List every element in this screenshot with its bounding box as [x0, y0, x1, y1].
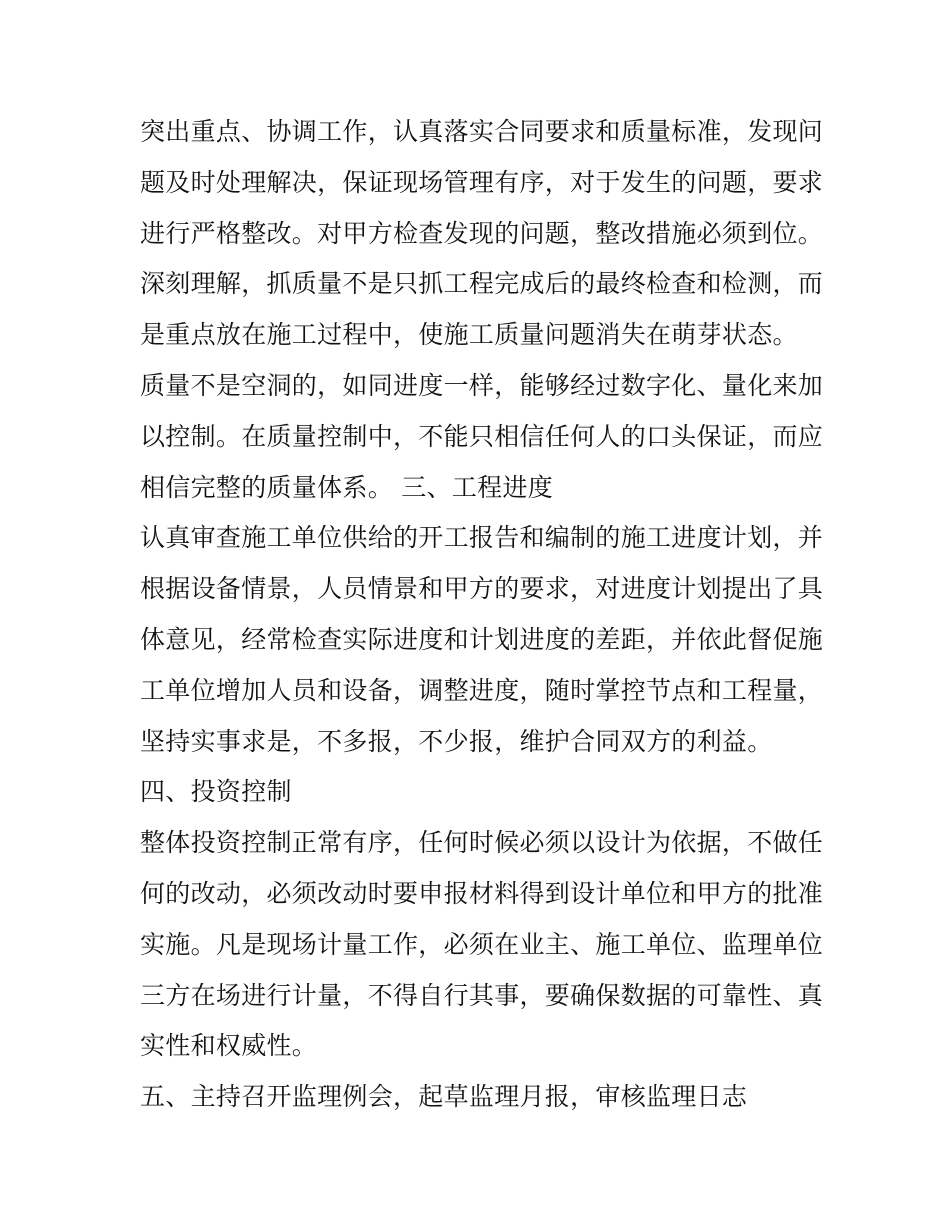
text-line: 深刻理解，抓质量不是只抓工程完成后的最终检查和检测，而 [140, 269, 824, 299]
body-text [140, 107, 824, 1123]
text-line: 质量不是空洞的，如同进度一样，能够经过数字化、量化来加 [140, 370, 824, 400]
section-heading-3-line: 相信完整的质量体系。 三、工程进度 [140, 472, 554, 502]
text-line: 实施。凡是现场计量工作，必须在业主、施工单位、监理单位 [140, 929, 824, 959]
section-heading-4: 四、投资控制 [140, 777, 292, 807]
text-line: 坚持实事求是，不多报，不少报，维护合同双方的利益。 [140, 726, 773, 756]
text-line: 根据设备情景，人员情景和甲方的要求，对进度计划提出了具 [140, 574, 824, 604]
text-line: 是重点放在施工过程中，使施工质量问题消失在萌芽状态。 [140, 320, 798, 350]
text-line: 工单位增加人员和设备，调整进度，随时掌控节点和工程量， [140, 675, 824, 705]
text-line: 实性和权威性。 [140, 1031, 318, 1061]
text-line: 以控制。在质量控制中，不能只相信任何人的口头保证，而应 [140, 421, 824, 451]
text-line: 突出重点、协调工作，认真落实合同要求和质量标准，发现问 [140, 117, 824, 146]
text-line: 三方在场进行计量，不得自行其事，要确保数据的可靠性、真 [140, 980, 824, 1010]
text-line: 何的改动，必须改动时要申报材料得到设计单位和甲方的批准 [140, 878, 824, 908]
text-line: 题及时处理解决，保证现场管理有序，对于发生的问题，要求 [140, 167, 824, 197]
section-heading-5: 五、主持召开监理例会，起草监理月报，审核监理日志 [140, 1082, 748, 1112]
text-line: 体意见，经常检查实际进度和计划进度的差距，并依此督促施 [140, 624, 824, 654]
text-line: 认真审查施工单位供给的开工报告和编制的施工进度计划，并 [140, 523, 824, 553]
text-line: 进行严格整改。对甲方检查发现的问题，整改措施必须到位。 [140, 218, 824, 248]
text-line: 整体投资控制正常有序，任何时候必须以设计为依据，不做任 [140, 828, 824, 858]
